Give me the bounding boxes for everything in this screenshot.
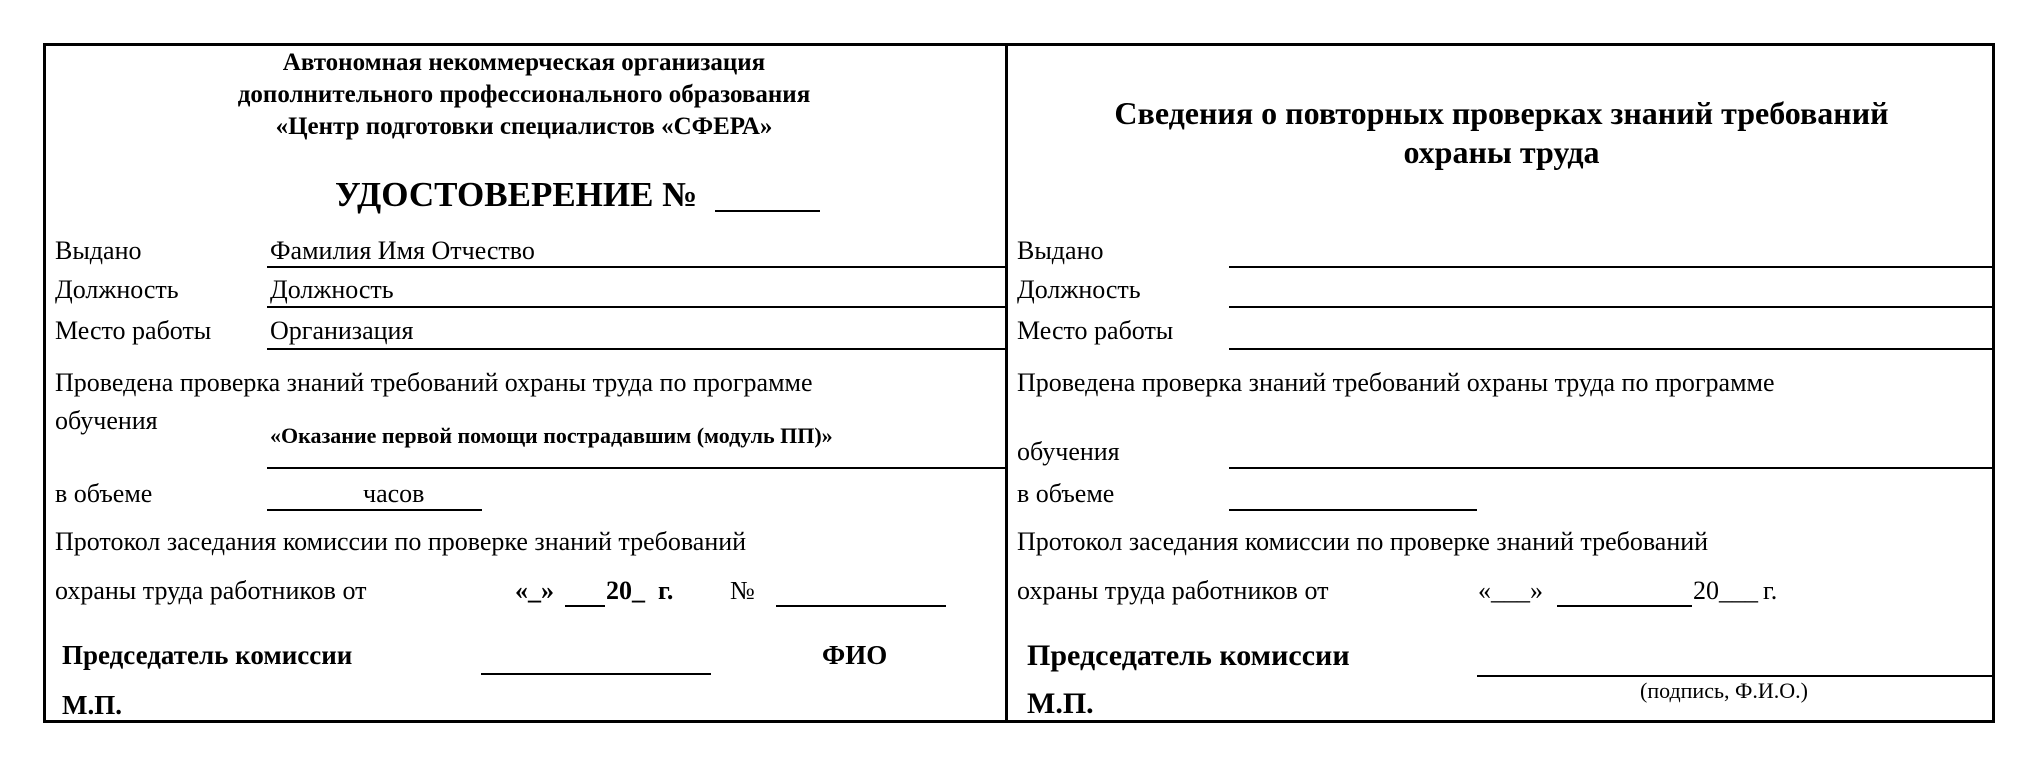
fio-label: ФИО — [822, 640, 888, 670]
right-protocol-month-line — [1557, 605, 1692, 607]
right-workplace-line — [1229, 348, 1995, 350]
volume-label: в объеме — [55, 479, 153, 508]
right-training-label: обучения — [1017, 437, 1120, 466]
stamp-label: М.П. — [62, 690, 122, 720]
program-line — [267, 467, 1005, 469]
protocol-line2: охраны труда работников от — [55, 576, 367, 605]
protocol-date-open: «_» — [515, 576, 554, 605]
right-protocol-year: 20___ — [1693, 576, 1758, 605]
position-value: Должность — [270, 275, 394, 304]
protocol-month-line — [565, 605, 605, 607]
protocol-year-suffix: г. — [658, 576, 674, 605]
hours-label: часов — [363, 479, 425, 508]
protocol-line1: Протокол заседания комиссии по проверке знаний требований — [55, 527, 747, 556]
right-issued-line — [1229, 266, 1995, 268]
repeat-checks-title-line2: охраны труда — [1403, 134, 1600, 170]
protocol-year: 20_ — [606, 576, 645, 605]
issued-label: Выдано — [55, 236, 142, 265]
check-text: Проведена проверка знаний требований охраны труда по программе — [55, 368, 813, 397]
issued-line — [267, 266, 1005, 268]
right-position-label: Должность — [1017, 275, 1141, 304]
right-chairman-label: Председатель комиссии — [1027, 639, 1350, 672]
workplace-line — [267, 348, 1005, 350]
right-protocol-line1: Протокол заседания комиссии по проверке знаний требований — [1017, 527, 1709, 556]
signature-caption: (подпись, Ф.И.О.) — [1640, 678, 1808, 703]
org-name-line1: Автономная некоммерческая организация — [282, 49, 766, 76]
right-check-text: Проведена проверка знаний требований охраны труда по программе — [1017, 368, 1775, 397]
right-chairman-signature-line — [1477, 675, 1995, 677]
right-stamp-label: М.П. — [1027, 687, 1094, 720]
protocol-number-line — [776, 605, 946, 607]
org-name-line3: «Центр подготовки специалистов «СФЕРА» — [275, 113, 773, 140]
certificate-title: УДОСТОВЕРЕНИЕ № — [335, 175, 698, 214]
chairman-label: Председатель комиссии — [62, 640, 353, 670]
org-name-line2: дополнительного профессионального образования — [237, 81, 811, 108]
right-volume-label: в объеме — [1017, 479, 1115, 508]
right-program-line — [1229, 467, 1995, 469]
chairman-signature-line — [481, 673, 711, 675]
program-name: «Оказание первой помощи пострадавшим (модуль ПП)» — [270, 423, 833, 448]
right-position-line — [1229, 306, 1995, 308]
protocol-number-sign: № — [730, 576, 755, 605]
right-workplace-label: Место работы — [1017, 316, 1174, 345]
certificate-number-line — [715, 210, 820, 212]
hours-line — [267, 509, 482, 511]
training-label: обучения — [55, 406, 158, 435]
right-protocol-year-suffix: г. — [1763, 576, 1778, 605]
position-line — [267, 306, 1005, 308]
right-hours-line — [1229, 509, 1477, 511]
right-protocol-date-open: «___» — [1478, 576, 1543, 605]
right-issued-label: Выдано — [1017, 236, 1104, 265]
issued-value: Фамилия Имя Отчество — [270, 236, 535, 265]
repeat-checks-title-line1: Сведения о повторных проверках знаний требований — [1114, 95, 1889, 131]
right-protocol-line2: охраны труда работников от — [1017, 576, 1329, 605]
position-label: Должность — [55, 275, 179, 304]
workplace-value: Организация — [270, 316, 414, 345]
workplace-label: Место работы — [55, 316, 212, 345]
